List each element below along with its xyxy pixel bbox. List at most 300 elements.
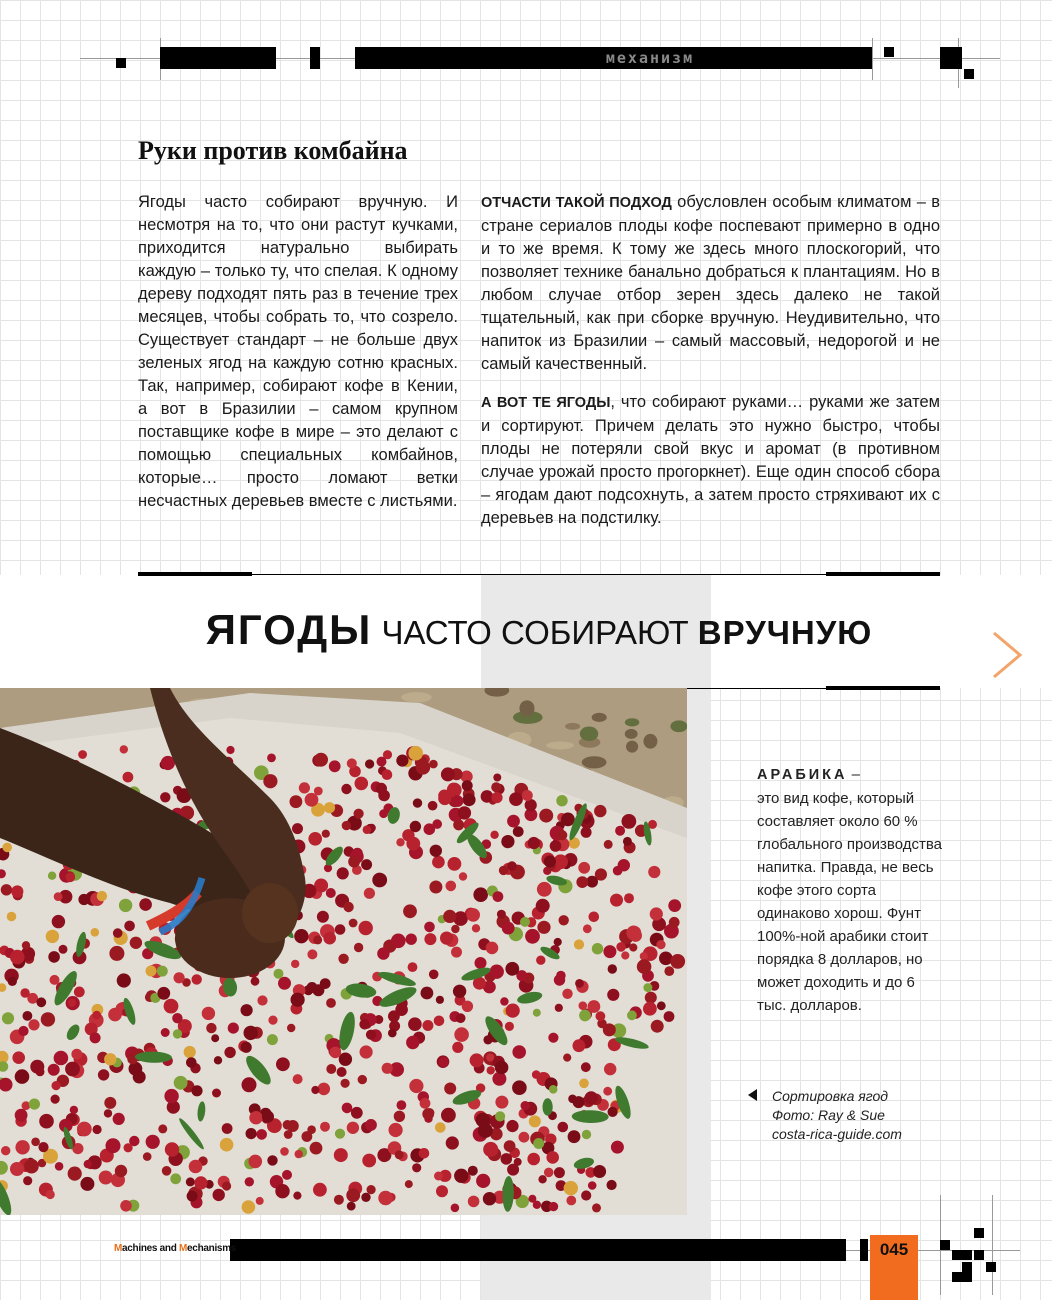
coffee-berry — [607, 1180, 617, 1190]
coffee-berry — [424, 922, 435, 933]
coffee-berry — [173, 1029, 182, 1038]
coffee-berry — [246, 1128, 257, 1139]
coffee-berry — [408, 746, 423, 761]
ground-leaf — [580, 726, 598, 741]
coffee-berry — [419, 1148, 430, 1159]
coffee-berry — [558, 1122, 569, 1133]
coffee-berry — [119, 899, 132, 912]
coffee-berry — [358, 1075, 367, 1084]
coffee-berry — [549, 1202, 558, 1211]
coffee-berry — [161, 1028, 170, 1037]
quote-rule-thick — [826, 572, 940, 576]
coffee-berry — [363, 825, 372, 834]
coffee-berry — [323, 932, 336, 945]
coffee-berry — [548, 1033, 558, 1043]
coffee-berry — [189, 1160, 203, 1174]
coffee-berry — [505, 962, 519, 976]
coffee-berry — [48, 1064, 60, 1076]
footer-bar — [230, 1239, 846, 1261]
coffee-berry — [507, 1164, 519, 1176]
coffee-berry — [330, 1047, 342, 1059]
coffee-berry — [162, 1166, 172, 1176]
coffee-berry — [459, 872, 467, 880]
coffee-berry — [582, 1130, 591, 1139]
coffee-berry — [22, 1101, 31, 1110]
coffee-berry — [453, 819, 464, 830]
coffee-berry — [164, 999, 179, 1014]
coffee-berry — [468, 1166, 478, 1176]
coffee-berry — [342, 1103, 353, 1114]
coffee-berry — [579, 1010, 591, 1022]
footer-square — [940, 1240, 950, 1250]
coffee-berry — [650, 907, 663, 920]
coffee-berry — [462, 1001, 473, 1012]
coffee-berry — [613, 866, 623, 876]
ground-leaf — [582, 756, 607, 768]
ground-leaf — [643, 734, 657, 749]
coffee-berry — [92, 1011, 101, 1020]
coffee-berry — [453, 985, 466, 998]
coffee-berry — [326, 1064, 336, 1074]
coffee-berry — [528, 837, 540, 849]
coffee-berry — [341, 784, 351, 794]
coffee-berry — [615, 826, 625, 836]
coffee-berry — [495, 1111, 505, 1121]
coffee-berry — [268, 1016, 277, 1025]
coffee-berry — [643, 983, 652, 992]
coffee-berry — [486, 1054, 494, 1062]
coffee-berry — [367, 1185, 376, 1194]
coffee-berry — [588, 1000, 601, 1013]
coffee-berry — [533, 1138, 544, 1149]
coffee-berry — [97, 891, 107, 901]
coffee-berry — [184, 1046, 196, 1058]
coffee-berry — [59, 945, 68, 954]
coffee-berry — [497, 910, 506, 919]
coffee-berry — [317, 911, 329, 923]
coffee-berry — [51, 1095, 60, 1104]
coffee-berry — [594, 805, 606, 817]
coffee-berry — [98, 1069, 109, 1080]
coffee-berry — [348, 856, 360, 868]
coffee-berry — [592, 943, 603, 954]
coffee-berry — [343, 902, 353, 912]
coffee-berry — [256, 1197, 264, 1205]
coffee-berry — [292, 823, 303, 834]
coffee-berry — [361, 859, 372, 870]
coffee-berry — [354, 943, 363, 952]
coffee-berry — [284, 1130, 293, 1139]
coffee-berry — [276, 1057, 290, 1071]
coffee-berry — [435, 1122, 446, 1133]
coffee-berry — [603, 1087, 612, 1096]
coffee-berry — [93, 1125, 102, 1134]
coffee-berry — [533, 1201, 541, 1209]
footer-square — [974, 1250, 984, 1260]
coffee-berry — [249, 1111, 262, 1124]
coffee-berry — [462, 780, 473, 791]
coffee-berry — [1, 1146, 10, 1155]
coffee-berry — [454, 1027, 469, 1042]
coffee-berry — [544, 1168, 554, 1178]
coffee-berry — [507, 861, 517, 871]
coffee-berry — [313, 935, 322, 944]
coffee-berry — [334, 1148, 348, 1162]
coffee-berry — [521, 1101, 530, 1110]
coffee-berry — [525, 929, 540, 944]
caption-line: Фото: Ray & Sue — [772, 1107, 885, 1123]
coffee-berry — [241, 1004, 253, 1016]
coffee-berry — [10, 950, 25, 965]
header-square — [964, 69, 974, 79]
coffee-berry — [361, 1193, 370, 1202]
coffee-berry — [249, 1155, 263, 1169]
coffee-berry — [311, 1086, 319, 1094]
coffee-berry — [65, 1062, 80, 1077]
footer-square — [952, 1250, 972, 1260]
coffee-berry — [170, 1173, 181, 1184]
section-label: механизм — [605, 49, 695, 67]
coffee-berry — [318, 1083, 331, 1096]
coffee-berry — [486, 942, 499, 955]
coffee-berry — [91, 928, 100, 937]
coffee-berry — [574, 939, 584, 949]
coffee-berry — [295, 1150, 303, 1158]
coffee-berry — [307, 982, 318, 993]
coffee-berry — [451, 925, 459, 933]
coffee-berry — [377, 947, 389, 959]
coffee-berry — [308, 832, 322, 846]
coffee-berry — [573, 1096, 585, 1108]
coffee-berry — [275, 1184, 289, 1198]
coffee-berry — [624, 893, 634, 903]
footer-square — [974, 1228, 984, 1238]
coffee-berry — [120, 1200, 132, 1212]
coffee-berry — [165, 1142, 179, 1156]
coffee-berry — [133, 1071, 146, 1084]
coffee-berry — [120, 745, 128, 753]
header-bar — [160, 47, 276, 69]
coffee-berry — [592, 1203, 601, 1212]
coffee-berry — [214, 1056, 222, 1064]
coffee-berry — [429, 760, 438, 769]
quote-rule — [138, 574, 940, 575]
coffee-berry — [322, 830, 330, 838]
coffee-berry — [623, 837, 632, 846]
coffee-berry — [473, 887, 488, 902]
coffee-berry — [28, 1019, 39, 1030]
coffee-berry — [555, 1004, 563, 1012]
coffee-berry — [408, 962, 418, 972]
coffee-berry — [104, 1109, 112, 1117]
coffee-berry — [164, 1089, 178, 1103]
article-title: Руки против комбайна — [138, 136, 408, 165]
coffee-berry — [451, 947, 462, 958]
coffee-berry — [441, 767, 455, 781]
coffee-berry — [337, 1067, 347, 1077]
coffee-berry — [468, 1196, 480, 1208]
coffee-berry — [622, 814, 637, 829]
coffee-berry — [536, 956, 545, 965]
coffee-berry — [388, 1010, 400, 1022]
coffee-berry — [512, 1080, 527, 1095]
footer-square — [962, 1262, 972, 1282]
coffee-berry — [546, 1151, 559, 1164]
coffee-berry — [429, 881, 442, 894]
coffee-berry — [55, 1162, 64, 1171]
coffee-berry — [395, 1150, 404, 1159]
magazine-brand — [114, 1243, 236, 1254]
coffee-berry — [341, 1079, 350, 1088]
coffee-berry — [115, 1165, 127, 1177]
coffee-berry — [538, 1175, 546, 1183]
coffee-berry — [359, 1019, 370, 1030]
coffee-berry — [490, 831, 498, 839]
caption-line: Сортировка ягод — [772, 1088, 889, 1104]
coffee-berry — [267, 754, 276, 763]
coffee-berry — [554, 938, 562, 946]
footer-square — [952, 1272, 962, 1282]
coffee-berry — [627, 1010, 637, 1020]
coffee-berry — [436, 1185, 448, 1197]
coffee-berry — [608, 964, 617, 973]
coffee-berry — [251, 977, 260, 986]
coffee-berry — [194, 1176, 207, 1189]
coffee-berry — [544, 855, 556, 867]
coffee-berry — [389, 1123, 403, 1137]
ground-leaf — [626, 741, 638, 753]
coffee-berry — [307, 949, 317, 959]
coffee-berry — [413, 798, 422, 807]
coffee-berry — [8, 977, 17, 986]
coffee-berry — [537, 921, 550, 934]
paragraph-text: обусловлен особым климатом – в стране сериалов плоды кофе поспевают примерно в одно и то же время. К тому же здесь много плоскогорий, что позволяет технике банально добраться к плантациям. Но в любом случае отбор зерен здесь далеко не такой тщательный, как при сборке вручную. Неудивительно, что напиток из Бразилии – самый массовый, недорогой и не самый качественный. — [481, 193, 940, 373]
coffee-berry — [36, 1067, 45, 1076]
coffee-berry — [507, 815, 520, 828]
coffee-berry — [104, 1097, 116, 1109]
paragraph-text: , что собирают руками… руками же затем и сортируют. Причем делать это нужно быстро, чтобы плоды не потеряли свой вкус и аромат (в противном случае урожай просто прогоркнет). Еще один способ сбора – ягодам дают подсохнуть, а затем просто стряхивают их с деревьев на подстилку. — [481, 393, 940, 527]
coffee-berry — [438, 792, 451, 805]
coffee-berry — [70, 1106, 78, 1114]
coffee-berry — [290, 795, 303, 808]
coffee-berry — [466, 908, 480, 922]
header-guide-v2 — [872, 38, 873, 80]
coffee-berry — [495, 1096, 508, 1109]
coffee-berry — [226, 746, 234, 754]
coffee-berry — [454, 1169, 468, 1183]
footer-bar — [860, 1239, 868, 1261]
coffee-berry — [212, 1089, 221, 1098]
coffee-berry — [604, 1063, 616, 1075]
coffee-berry — [192, 974, 202, 984]
coffee-berry — [302, 1131, 313, 1142]
coffee-berry — [501, 1153, 513, 1165]
coffee-berry — [123, 772, 134, 783]
coffee-berry — [15, 1069, 30, 1084]
header-square — [884, 47, 894, 57]
coffee-berry — [481, 790, 494, 803]
coffee-berry — [476, 1174, 490, 1188]
coffee-berry — [160, 792, 170, 802]
coffee-berry — [568, 1130, 581, 1143]
coffee-berry — [501, 835, 514, 848]
coffee-berry — [448, 857, 462, 871]
coffee-berry — [564, 1181, 578, 1195]
coffee-berry — [104, 1053, 116, 1065]
article-paragraph — [481, 391, 940, 530]
coffee-berry — [533, 1009, 541, 1017]
coffee-berry — [186, 1177, 195, 1186]
coffee-berry — [585, 1091, 598, 1104]
coffee-berry — [78, 750, 87, 759]
coffee-berry — [113, 928, 123, 938]
coffee-berry — [559, 915, 569, 925]
coffee-berry — [54, 892, 63, 901]
coffee-berry — [637, 959, 652, 974]
coffee-berry — [46, 930, 59, 943]
coffee-berry — [2, 843, 12, 853]
ground-leaf — [592, 713, 607, 722]
coffee-berry — [499, 866, 508, 875]
coffee-berry — [113, 1113, 125, 1125]
coffee-berry — [422, 1020, 433, 1031]
coffee-berry — [490, 965, 504, 979]
coffee-berry — [2, 1012, 14, 1024]
coffee-berry — [287, 1024, 295, 1032]
coffee-berry — [575, 979, 584, 988]
coffee-berry — [52, 915, 65, 928]
coffee-berry — [416, 760, 430, 774]
coffee-berry — [394, 1111, 405, 1122]
coffee-berry — [452, 795, 464, 807]
coffee-berry — [365, 1119, 377, 1131]
coffee-berry — [648, 866, 660, 878]
coffee-berry — [20, 988, 29, 997]
coffee-berry — [347, 1122, 359, 1134]
coffee-berry — [320, 1122, 330, 1132]
coffee-berry — [222, 1123, 233, 1134]
coffee-berry — [143, 1152, 152, 1161]
coffee-berry — [629, 929, 642, 942]
coffee-berry — [90, 1032, 101, 1043]
coffee-berry — [616, 942, 626, 952]
header-square — [116, 58, 126, 68]
coffee-berry — [656, 940, 665, 949]
coffee-berry — [406, 1036, 419, 1049]
coffee-berry — [22, 941, 30, 949]
coffee-berry — [554, 1167, 565, 1178]
coffee-berry — [158, 1124, 167, 1133]
coffee-berry — [475, 957, 487, 969]
coffee-berry — [554, 974, 565, 985]
coffee-berry — [428, 801, 438, 811]
coffee-berry — [643, 1002, 657, 1016]
coffee-berry — [202, 1007, 215, 1020]
coffee-berry — [84, 1160, 92, 1168]
coffee-berry — [366, 1030, 376, 1040]
coffee-berry — [335, 924, 346, 935]
paragraph-lead: А ВОТ ТЕ ЯГОДЫ — [481, 395, 611, 411]
coffee-berry — [436, 996, 444, 1004]
coffee-berry — [458, 806, 471, 819]
coffee-berry — [324, 802, 335, 813]
coffee-berry — [470, 1053, 484, 1067]
coffee-berry — [157, 987, 170, 1000]
coffee-berry — [456, 1013, 466, 1023]
coffee-berry — [487, 1066, 495, 1074]
coffee-berry — [519, 1132, 530, 1143]
coffee-berry — [187, 1191, 198, 1202]
coffee-berry — [440, 932, 453, 945]
coffee-berry — [334, 1195, 344, 1205]
coffee-berry — [29, 1099, 40, 1110]
footer-guide-v — [992, 1195, 993, 1295]
coffee-berry — [556, 795, 567, 806]
coffee-berry — [262, 1111, 274, 1123]
coffee-berry — [396, 755, 408, 767]
coffee-berry — [664, 1011, 675, 1022]
coffee-berry — [78, 894, 89, 905]
coffee-berry — [583, 924, 592, 933]
coffee-berry — [23, 1011, 33, 1021]
coffee-berry — [563, 1054, 571, 1062]
coffee-berry — [228, 1023, 239, 1034]
coffee-berry — [71, 1049, 82, 1060]
coffee-berry — [412, 1163, 421, 1172]
article-paragraph — [481, 191, 940, 376]
coffee-berry — [422, 1108, 434, 1120]
coffee-berry — [377, 757, 387, 767]
coffee-berry — [604, 840, 613, 849]
coffee-berry — [621, 951, 629, 959]
coffee-berry — [130, 937, 142, 949]
coffee-berry — [382, 1063, 393, 1074]
coffee-berry — [589, 912, 600, 923]
coffee-berry — [410, 821, 421, 832]
chevron-right-icon[interactable] — [988, 630, 1028, 680]
coffee-berry — [263, 774, 277, 788]
coffee-berry — [430, 845, 442, 857]
quote-word: ЧАСТО СОБИРАЮТ — [381, 614, 689, 651]
coffee-berry — [664, 966, 674, 976]
coffee-berry — [550, 840, 562, 852]
brand-text: achines and — [122, 1243, 180, 1254]
page-number: 045 — [870, 1235, 918, 1300]
coffee-berry — [15, 1140, 29, 1154]
coffee-berry — [267, 1155, 277, 1165]
coffee-berry — [408, 1017, 422, 1031]
coffee-berry — [346, 1188, 360, 1202]
coffee-berry — [603, 945, 616, 958]
coffee-berry — [463, 793, 476, 806]
coffee-berry — [305, 793, 319, 807]
coffee-berry — [280, 1147, 289, 1156]
coffee-berry — [38, 1142, 48, 1152]
coffee-berry — [536, 899, 550, 913]
coffee-berry — [211, 1034, 219, 1042]
coffee-berry — [670, 954, 685, 969]
coffee-berry — [31, 1138, 40, 1147]
sidebar-dash: – — [847, 766, 861, 783]
coffee-berry — [588, 1181, 597, 1190]
coffee-berry — [446, 881, 457, 892]
coffee-berry — [452, 1042, 463, 1053]
coffee-berry — [509, 792, 523, 806]
coffee-berry — [278, 977, 291, 990]
coffee-berry — [579, 1001, 588, 1010]
coffee-berry — [257, 995, 267, 1005]
coffee-berry — [573, 1039, 586, 1052]
